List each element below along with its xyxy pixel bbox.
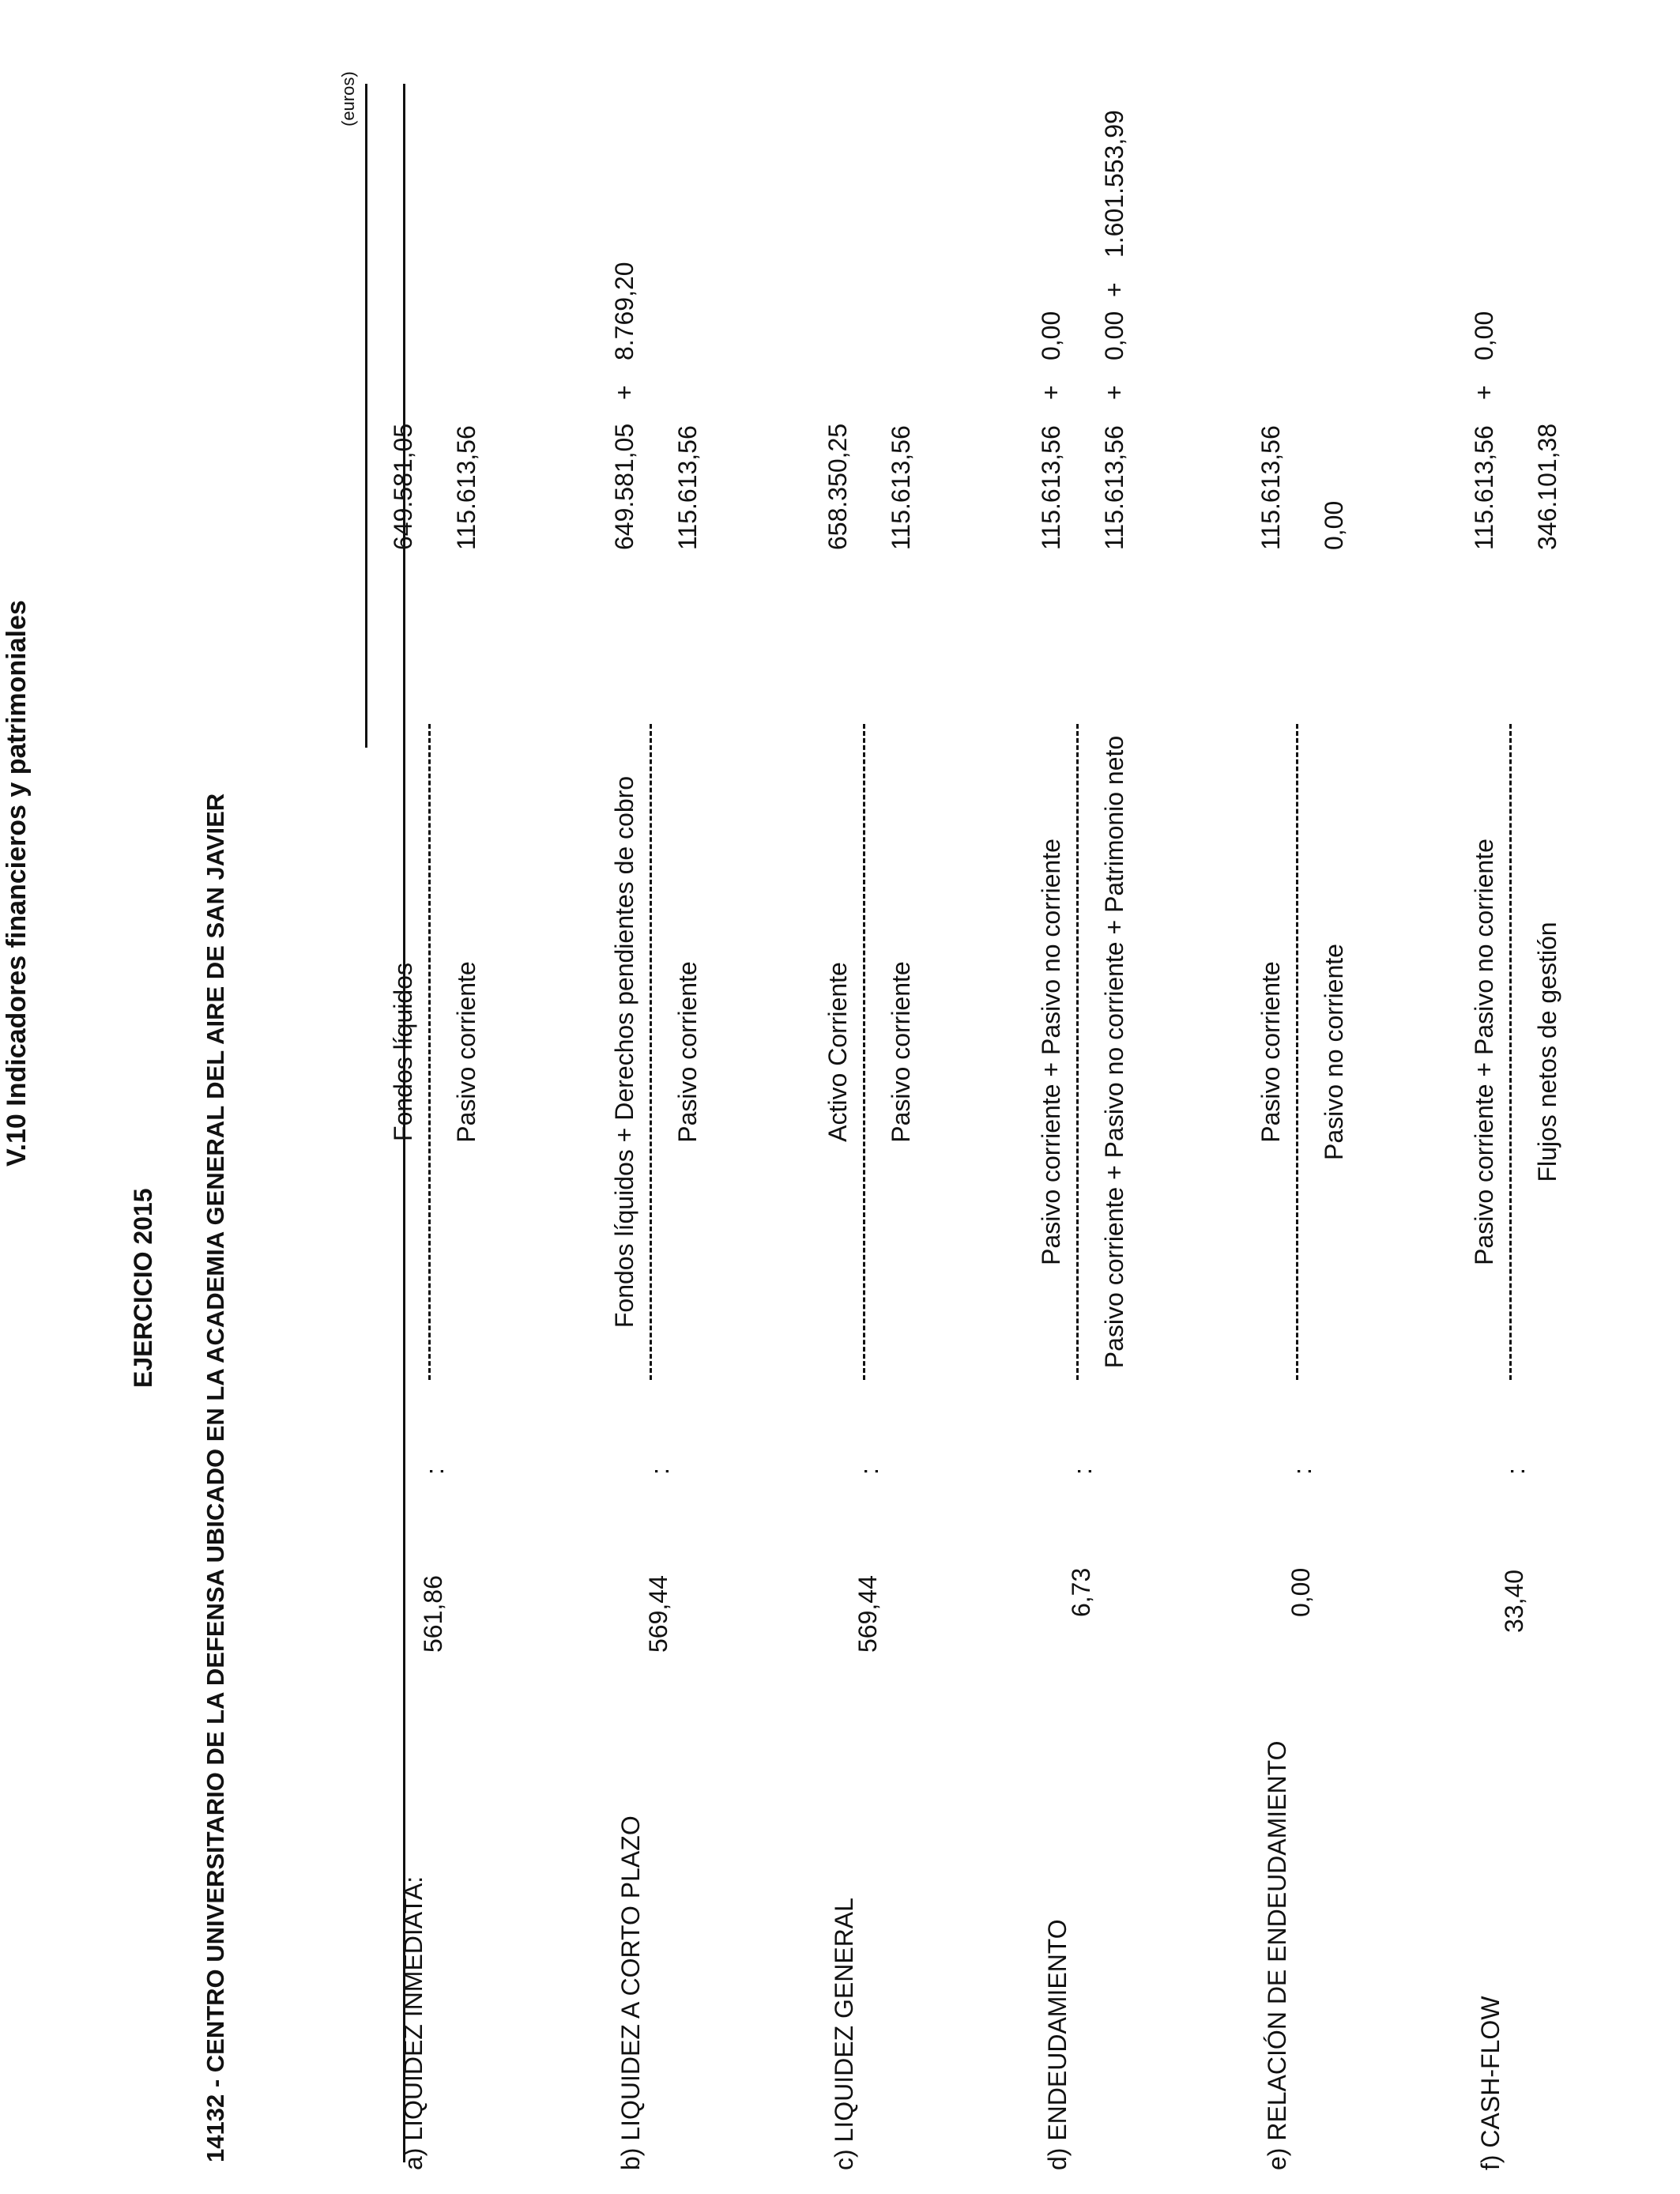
- numerator-amount: 115.613,56: [1470, 425, 1498, 550]
- denominator-text: Flujos netos de gestión: [1533, 922, 1561, 1182]
- numerator-text: Pasivo corriente: [1256, 961, 1285, 1143]
- document-title: V.10 Indicadores financieros y patrimoniales: [2, 600, 32, 1167]
- fraction-line: [1076, 724, 1079, 1380]
- indicator-label: b) LIQUIDEZ A CORTO PLAZO: [616, 1815, 645, 2170]
- indicator-colon: :: [855, 1468, 883, 1475]
- denominator-text: Pasivo corriente: [673, 961, 702, 1143]
- numerator-text: Fondos líquidos: [389, 963, 417, 1141]
- denominator-amount: 115.613,56: [1100, 425, 1128, 550]
- indicator-value: 561,86: [419, 1575, 447, 1653]
- numerator-amount-2: 0,00: [1470, 311, 1498, 360]
- entity-heading: 14132 - CENTRO UNIVERSITARIO DE LA DEFENSA UBICADO EN LA ACADEMIA GENERAL DEL AIRE DE SAN JAVIER: [202, 793, 229, 2162]
- currency-note: (euros): [338, 71, 358, 126]
- fraction-line: [428, 724, 431, 1380]
- indicator-label: c) LIQUIDEZ GENERAL: [830, 1898, 858, 2170]
- indicator-colon: :: [1288, 1468, 1317, 1475]
- denominator-operator: +: [1100, 385, 1128, 400]
- numerator-text: Fondos líquidos + Derechos pendientes de cobro: [610, 775, 638, 1329]
- fraction-line: [1509, 724, 1512, 1380]
- numerator-amount: 658.350,25: [823, 423, 852, 550]
- denominator-amount-3: 1.601.553,99: [1100, 110, 1128, 258]
- numerator-text: Pasivo corriente + Pasivo no corriente: [1037, 839, 1065, 1265]
- header-rule-top: [365, 84, 367, 748]
- denominator-operator-2: +: [1100, 282, 1128, 297]
- denominator-text: Pasivo corriente + Pasivo no corriente + Patrimonio neto: [1100, 735, 1128, 1369]
- numerator-amount: 115.613,56: [1037, 425, 1065, 550]
- indicator-colon: :: [420, 1468, 449, 1475]
- denominator-amount-2: 0,00: [1100, 311, 1128, 360]
- denominator-amount: 0,00: [1320, 500, 1348, 550]
- denominator-text: Pasivo corriente: [452, 961, 480, 1143]
- indicator-label: a) LIQUIDEZ INMEDIATA:: [399, 1875, 428, 2170]
- numerator-amount-2: 0,00: [1037, 311, 1065, 360]
- denominator-text: Pasivo corriente: [887, 961, 915, 1143]
- indicator-value: 6,73: [1067, 1567, 1095, 1617]
- numerator-amount: 649.581,05: [389, 423, 417, 550]
- indicator-colon: :: [1501, 1468, 1530, 1475]
- denominator-amount: 115.613,56: [673, 425, 702, 550]
- fraction-line: [1296, 724, 1298, 1380]
- numerator-operator: +: [1037, 385, 1065, 400]
- indicator-value: 569,44: [644, 1575, 672, 1653]
- indicator-colon: :: [1068, 1468, 1097, 1475]
- denominator-amount: 115.613,56: [887, 425, 915, 550]
- numerator-operator: +: [1470, 385, 1498, 400]
- numerator-amount: 649.581,05: [610, 423, 638, 550]
- fraction-line: [863, 724, 865, 1380]
- denominator-amount: 115.613,56: [452, 425, 480, 550]
- indicator-label: d) ENDEUDAMIENTO: [1043, 1919, 1072, 2170]
- numerator-text: Pasivo corriente + Pasivo no corriente: [1470, 839, 1498, 1265]
- indicator-value: 569,44: [853, 1575, 882, 1653]
- indicator-label: e) RELACIÓN DE ENDEUDAMIENTO: [1263, 1740, 1291, 2170]
- indicator-colon: :: [646, 1468, 674, 1475]
- numerator-text: Activo Corriente: [823, 962, 852, 1142]
- denominator-text: Pasivo no corriente: [1320, 944, 1348, 1160]
- numerator-operator: +: [610, 385, 638, 400]
- denominator-amount: 346.101,38: [1533, 423, 1561, 550]
- indicator-value: 33,40: [1500, 1569, 1528, 1633]
- numerator-amount: 115.613,56: [1256, 425, 1285, 550]
- exercise-heading: EJERCICIO 2015: [129, 1188, 157, 1388]
- indicator-value: 0,00: [1286, 1567, 1315, 1617]
- indicator-label: f) CASH-FLOW: [1476, 1996, 1505, 2170]
- numerator-amount-2: 8.769,20: [610, 262, 638, 360]
- fraction-line: [650, 724, 652, 1380]
